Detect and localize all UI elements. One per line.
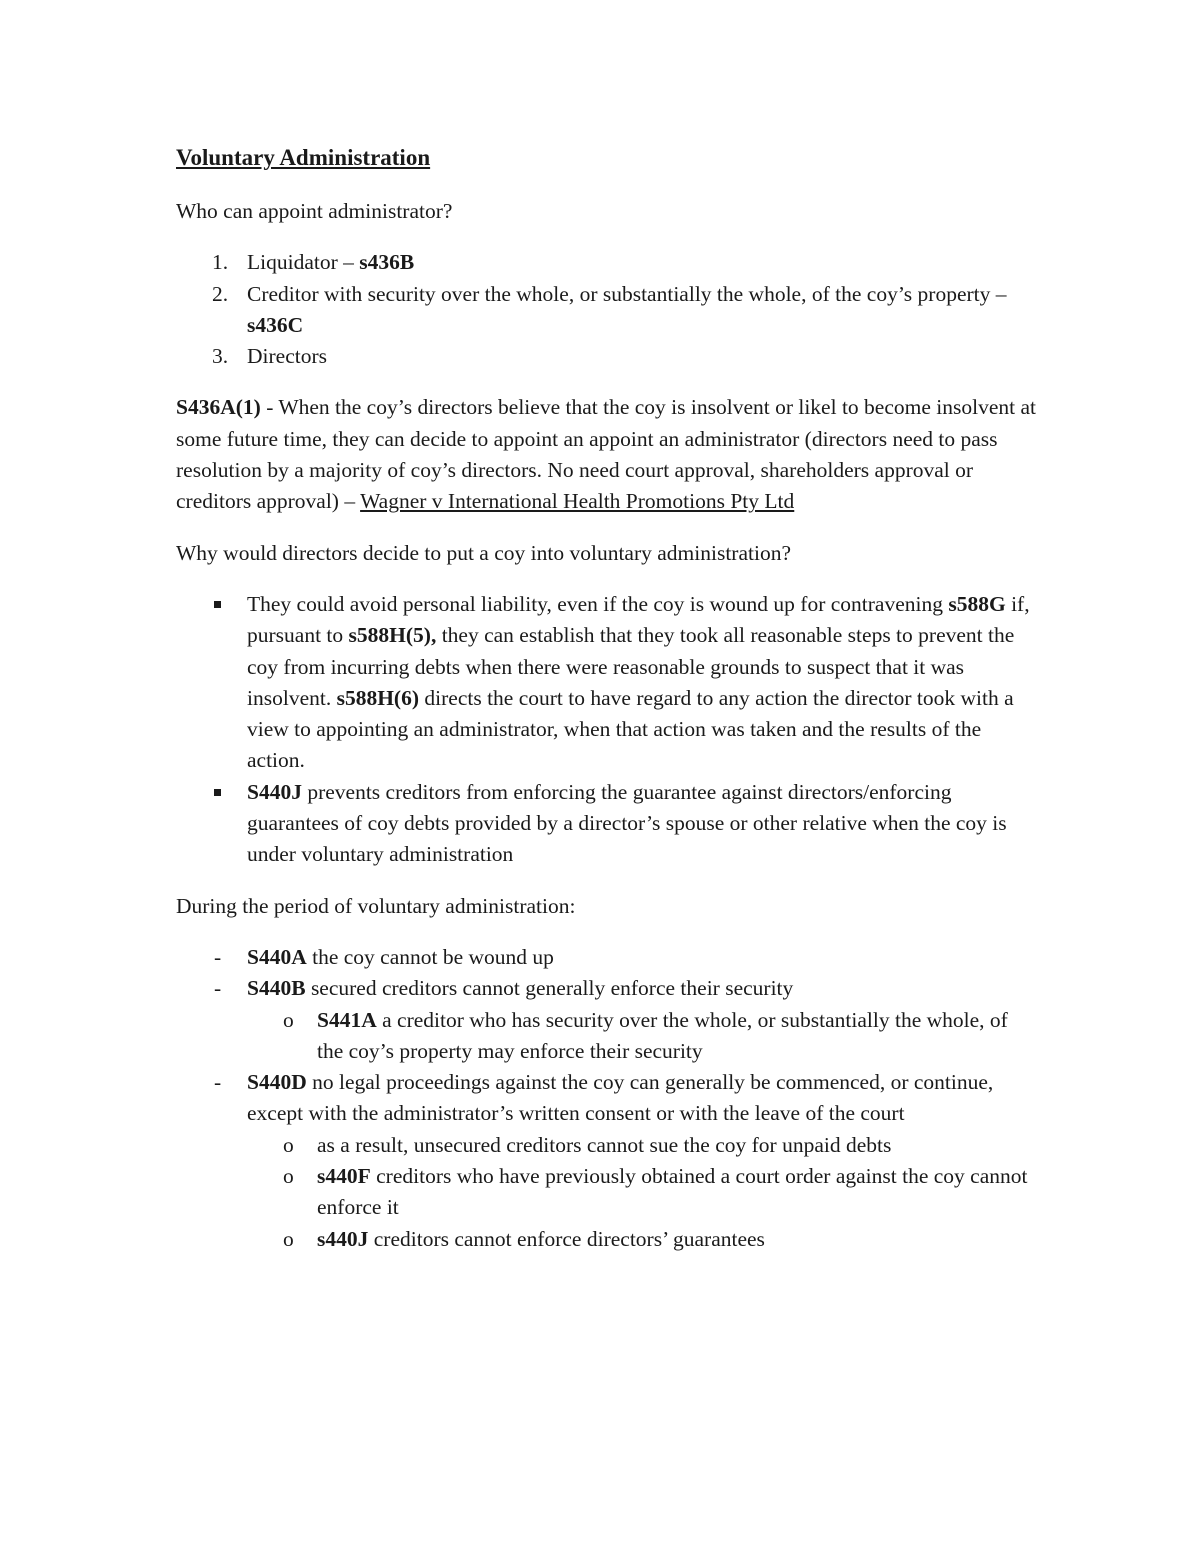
section-ref: s588H(6) xyxy=(336,685,420,710)
list-item-text: creditors who have previously obtained a court order against the coy cannot enforce it xyxy=(317,1164,1028,1220)
section-ref: S440A xyxy=(247,944,307,969)
list-item-text: if, pursuant to xyxy=(247,591,1030,648)
list-item-text: Liquidator – xyxy=(247,250,360,275)
list-item-text: no legal proceedings against the coy can generally be commenced, or continue, except with the administrator’s written consent or with the leave of the court xyxy=(247,1070,994,1126)
document-body xyxy=(176,140,1036,1275)
s436a-paragraph xyxy=(176,392,1036,517)
list-item xyxy=(176,1067,1036,1130)
sub-list-item xyxy=(176,1224,1036,1255)
circle-bullet: o xyxy=(283,1226,294,1251)
appointer-list xyxy=(176,247,1036,372)
section-ref: s440F xyxy=(317,1164,371,1189)
list-item-text: they can establish that they took all reasonable steps to prevent the coy from incurring debts when there were reasonable grounds to suspect that it was insolvent. xyxy=(247,623,1015,710)
dash-bullet: - xyxy=(214,944,222,969)
sub-list-item xyxy=(176,1161,1036,1224)
list-item xyxy=(176,341,1036,372)
list-item-text: prevents creditors from enforcing the guarantee against directors/enforcing guarantees of coy debts provided by a director’s spouse or other relative when the coy is under voluntary administration xyxy=(247,779,1007,867)
square-bullet-icon xyxy=(214,601,221,608)
section-ref: s588H(5), xyxy=(348,623,437,648)
list-item xyxy=(176,247,1036,278)
page-title: Voluntary Administration xyxy=(176,145,431,170)
section-ref: s588G xyxy=(948,591,1006,616)
reasons-list xyxy=(176,589,1036,871)
list-item-text: They could avoid personal liability, even if the coy is wound up for contravening xyxy=(247,591,949,616)
list-item-text: the coy cannot be wound up xyxy=(306,944,554,969)
list-item xyxy=(176,973,1036,1004)
list-item xyxy=(176,777,1036,871)
question-why-voluntary-administration: Why would directors decide to put a coy into voluntary administration? xyxy=(176,540,791,565)
sub-list-item xyxy=(176,1005,1036,1068)
circle-bullet: o xyxy=(283,1007,294,1032)
list-item-text: Directors xyxy=(247,344,327,369)
during-heading: During the period of voluntary administration: xyxy=(176,893,576,918)
section-ref: s436B xyxy=(359,250,415,275)
section-ref: S436A(1) xyxy=(176,395,261,420)
list-item-text: a creditor who has security over the whole, or substantially the whole, of the coy’s property may enforce their security xyxy=(317,1007,1008,1063)
list-item-text: secured creditors cannot generally enforce their security xyxy=(305,976,794,1001)
list-number: 2. xyxy=(212,281,229,306)
circle-bullet: o xyxy=(283,1132,294,1157)
list-item-text: directs the court to have regard to any action the director took with a view to appointing an administrator, when that action was taken and the results of the action. xyxy=(247,685,1014,773)
list-item xyxy=(176,279,1036,342)
square-bullet-icon xyxy=(214,789,221,796)
section-ref: S441A xyxy=(317,1007,377,1032)
dash-bullet: - xyxy=(214,976,222,1001)
paragraph-text: - When the coy’s directors believe that the coy is insolvent or likel to become insolvent at some future time, they can decide to appoint an appoint an administrator (directors need to pass resolution by a majority of coy’s directors. No need court approval, shareholders approval or creditors approval) – xyxy=(176,395,1036,514)
dash-bullet: - xyxy=(214,1070,222,1095)
list-number: 3. xyxy=(212,344,229,369)
during-list xyxy=(176,942,1036,1255)
list-number: 1. xyxy=(212,250,229,275)
sub-list-item xyxy=(176,1130,1036,1161)
section-ref: S440J xyxy=(247,779,302,804)
list-item-text: Creditor with security over the whole, or substantially the whole, of the coy’s property – xyxy=(247,281,1007,306)
section-ref: S440B xyxy=(247,976,306,1001)
list-item xyxy=(176,942,1036,973)
case-citation: Wagner v International Health Promotions Pty Ltd xyxy=(360,489,795,514)
question-who-can-appoint: Who can appoint administrator? xyxy=(176,199,453,223)
list-item-text: creditors cannot enforce directors’ guarantees xyxy=(368,1226,765,1251)
section-ref: s440J xyxy=(317,1226,369,1251)
section-ref: S440D xyxy=(247,1070,307,1095)
list-item-text: as a result, unsecured creditors cannot sue the coy for unpaid debts xyxy=(317,1132,892,1157)
section-ref: s436C xyxy=(247,312,304,337)
circle-bullet: o xyxy=(283,1164,294,1189)
list-item xyxy=(176,589,1036,777)
